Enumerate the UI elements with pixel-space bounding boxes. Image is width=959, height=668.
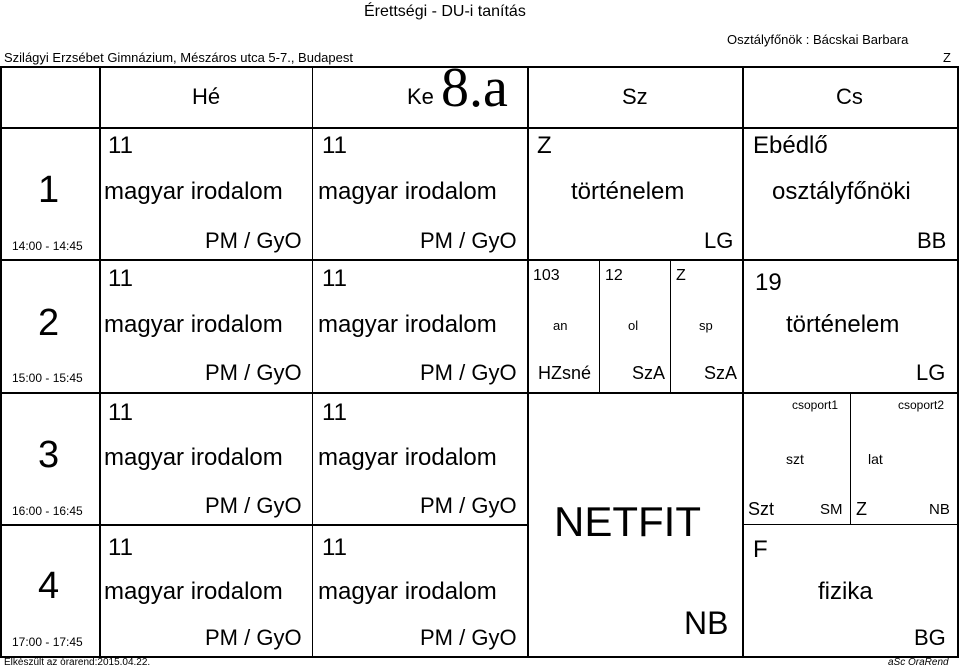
footer-created: Elkészült az órarend:2015.04.22. xyxy=(4,657,151,668)
period-line-3a xyxy=(0,524,99,526)
lesson-teacher: LG xyxy=(916,360,946,385)
lesson-teacher: SzA xyxy=(632,363,666,383)
footer-brand: aSc OraRend xyxy=(888,657,949,668)
lesson-room: 12 xyxy=(605,267,623,284)
lesson-subject: lat xyxy=(868,451,883,467)
lesson-teacher: PM / GyO xyxy=(205,360,302,385)
lesson-teacher: NB xyxy=(929,501,950,518)
period-time: 15:00 - 15:45 xyxy=(12,371,83,385)
period-num: 3 xyxy=(38,434,60,476)
lesson-subject: magyar irodalom xyxy=(104,311,283,338)
netfit-label: NETFIT xyxy=(554,498,701,545)
lesson-subject: történelem xyxy=(571,178,685,205)
lesson-teacher: PM / GyO xyxy=(205,493,302,518)
period-time: 14:00 - 14:45 xyxy=(12,239,83,253)
lesson-subject: magyar irodalom xyxy=(104,178,283,205)
lesson-subject: magyar irodalom xyxy=(104,578,283,605)
period-num: 2 xyxy=(38,302,60,344)
lesson-room: Ebédlő xyxy=(753,132,828,159)
lesson-teacher: LG xyxy=(704,228,734,253)
period-num: 4 xyxy=(38,565,60,607)
col-line-tue xyxy=(527,66,529,658)
period-line-1 xyxy=(0,259,959,261)
lesson-subject: szt xyxy=(786,451,804,467)
day-wed: Sz xyxy=(622,84,648,109)
period-line-3b xyxy=(99,524,527,526)
col-line-wed-a xyxy=(599,260,600,392)
lesson-room: 11 xyxy=(108,132,133,159)
col-line-wed-b xyxy=(670,260,671,392)
lesson-subject: fizika xyxy=(818,578,873,605)
day-thu: Cs xyxy=(836,84,863,109)
lesson-teacher: PM / GyO xyxy=(420,228,517,253)
period-time: 17:00 - 17:45 xyxy=(12,635,83,649)
group-label: csoport2 xyxy=(898,398,945,412)
lesson-room: F xyxy=(753,536,768,563)
lesson-subject: magyar irodalom xyxy=(318,578,497,605)
lesson-teacher: BB xyxy=(917,228,947,253)
lesson-room: 11 xyxy=(322,132,347,159)
lesson-room: 11 xyxy=(322,534,347,561)
lesson-room: 19 xyxy=(755,269,782,296)
group-label: csoport1 xyxy=(792,398,839,412)
lesson-teacher: SzA xyxy=(704,363,738,383)
head-teacher: Osztályfőnök : Bácskai Barbara xyxy=(727,32,909,47)
lesson-subject: sp xyxy=(699,318,713,333)
lesson-teacher: Szt xyxy=(748,499,775,519)
class-letter: Z xyxy=(943,50,951,65)
lesson-subject: osztályfőnöki xyxy=(772,178,911,205)
lesson-subject: magyar irodalom xyxy=(104,444,283,471)
page-title: Érettségi - DU-i tanítás xyxy=(364,3,526,20)
lesson-teacher: HZsné xyxy=(538,363,592,383)
period-time: 16:00 - 16:45 xyxy=(12,504,83,518)
lesson-room: 11 xyxy=(108,399,133,426)
grid-left xyxy=(0,66,2,658)
period-line-2 xyxy=(0,392,959,394)
day-tue: Ke xyxy=(407,84,434,109)
lesson-teacher: PM / GyO xyxy=(420,625,517,650)
netfit-teacher: NB xyxy=(684,605,729,641)
lesson-room: 11 xyxy=(322,399,347,426)
lesson-subject: történelem xyxy=(786,311,900,338)
lesson-subject: magyar irodalom xyxy=(318,311,497,338)
period-num: 1 xyxy=(38,169,60,211)
col-line-mon xyxy=(312,66,313,658)
day-mon: Hé xyxy=(192,84,221,109)
lesson-teacher: BG xyxy=(914,625,946,650)
lesson-subject: magyar irodalom xyxy=(318,178,497,205)
lesson-room: 103 xyxy=(533,267,560,284)
school-name: Szilágyi Erzsébet Gimnázium, Mészáros utca 5-7., Budapest xyxy=(4,50,353,65)
lesson-room: 11 xyxy=(322,265,347,292)
lesson-room: 11 xyxy=(108,265,133,292)
lesson-teacher: PM / GyO xyxy=(420,493,517,518)
lesson-teacher: PM / GyO xyxy=(205,228,302,253)
lesson-subject: an xyxy=(553,318,568,333)
lesson-room: Z xyxy=(537,132,552,159)
class-name: 8.a xyxy=(441,57,508,119)
header-row-line xyxy=(0,127,959,129)
col-line-wed xyxy=(742,66,744,658)
lesson-room: Z xyxy=(676,267,686,284)
col-line-time xyxy=(99,66,101,658)
lesson-subject: ol xyxy=(628,318,639,333)
lesson-room: 11 xyxy=(108,534,133,561)
lesson-teacher: PM / GyO xyxy=(420,360,517,385)
lesson-subject: magyar irodalom xyxy=(318,444,497,471)
lesson-teacher: PM / GyO xyxy=(205,625,302,650)
col-line-thu-groups xyxy=(850,393,851,525)
lesson-teacher: SM xyxy=(820,501,843,518)
lesson-room: Z xyxy=(856,499,867,519)
